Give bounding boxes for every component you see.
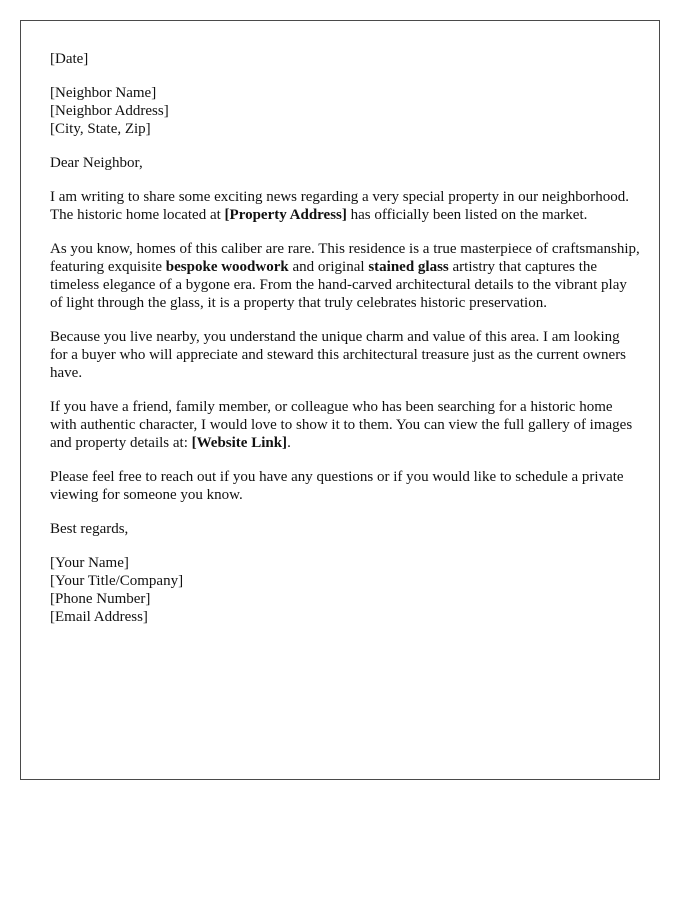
signature-title-company: [Your Title/Company] [50,573,184,589]
paragraph-description [50,240,640,312]
signature-email: [Email Address] [50,609,148,625]
signature-block [50,554,640,626]
recipient-name: [Neighbor Name] [50,85,157,101]
paragraph-buyer: Because you live nearby, you understand the unique charm and value of this area. I am looking for a buyer who will appreciate and steward this architectural treasure just as the current owners have. [50,329,627,381]
paragraph-contact: Please feel free to reach out if you have any questions or if you would like to schedule a private viewing for someone you know. [50,469,624,503]
letter-page [20,20,660,780]
date: [Date] [50,51,89,67]
paragraph-description-text-a: As you know, homes of this caliber are rare. This residence is a true masterpiece of craftsmanship, featuring exquisite [50,241,640,275]
paragraph-description-text-b: and original [288,259,369,275]
paragraph-referral-text-b: . [287,435,291,451]
recipient-city-state-zip: [City, State, Zip] [50,121,151,137]
property-address: [Property Address] [224,207,347,223]
bold-woodwork: bespoke woodwork [165,259,289,275]
signature-name: [Your Name] [50,555,129,571]
salutation: Dear Neighbor, [50,155,143,171]
closing: Best regards, [50,521,129,537]
letter-content [50,50,640,642]
paragraph-referral [50,398,640,452]
bold-stained-glass: stained glass [368,259,449,275]
recipient-address: [Neighbor Address] [50,103,169,119]
paragraph-description-text-c: artistry that captures the timeless elegance of a bygone era. From the hand-carved architectural details to the vibrant play of light through the glass, it is a property that truly celebrates historic preservation. [50,259,627,311]
paragraph-intro-text-b: has officially been listed on the market. [346,207,588,223]
website-link: [Website Link] [191,435,288,451]
paragraph-referral-text-a: If you have a friend, family member, or colleague who has been searching for a historic home with authentic character, I would love to show it to them. You can view the full gallery of images and property details at: [50,399,633,451]
paragraph-intro [50,188,640,224]
recipient-block [50,84,640,138]
paragraph-intro-text-a: I am writing to share some exciting news regarding a very special property in our neighborhood. The historic home located at [50,189,630,223]
signature-phone: [Phone Number] [50,591,151,607]
